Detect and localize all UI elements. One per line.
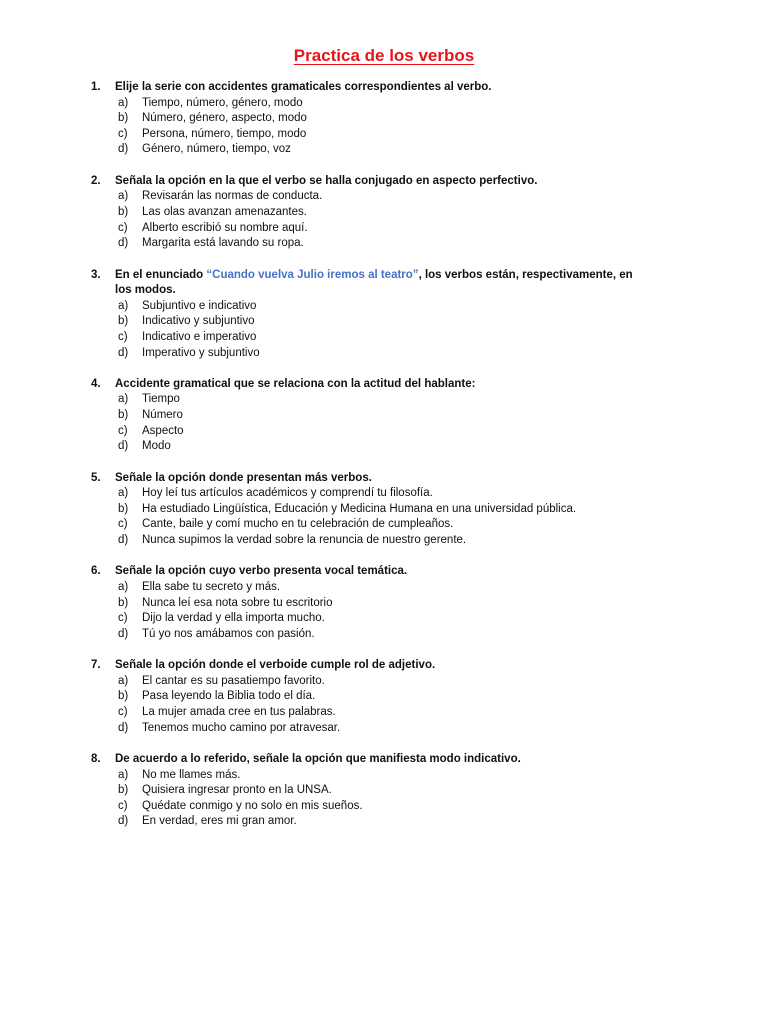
title-text: Practica de los verbos [293, 46, 475, 65]
option-letter: c) [118, 799, 128, 812]
option-letter: b) [118, 596, 129, 609]
option-text: No me llames más. [142, 768, 241, 781]
question-number: 8. [91, 752, 101, 765]
question-number: 7. [91, 659, 101, 672]
option-a [118, 189, 651, 205]
option-text: Tenemos mucho camino por atravesar. [142, 721, 341, 734]
option-letter: c) [118, 424, 128, 437]
question-text-end: , los verbos están, respectivamente, en los modos. [115, 268, 633, 297]
question-text: De acuerdo a lo referido, señale la opción que manifiesta modo indicativo. [115, 752, 521, 765]
quoted-sentence: “Cuando vuelva Julio iremos al teatro” [206, 268, 419, 281]
question-number: 3. [91, 268, 101, 281]
page-title [0, 46, 768, 66]
option-list [91, 299, 651, 361]
option-letter: c) [118, 127, 128, 140]
question-6 [91, 564, 651, 642]
option-list [91, 96, 651, 158]
question-number: 2. [91, 174, 101, 187]
question-text [115, 268, 651, 299]
option-letter: d) [118, 237, 129, 250]
option-letter: b) [118, 784, 129, 797]
option-letter: b) [118, 205, 129, 218]
option-text: La mujer amada cree en tus palabras. [142, 705, 336, 718]
option-b [118, 596, 651, 612]
option-a [118, 392, 651, 408]
option-text: Imperativo y subjuntivo [142, 346, 260, 359]
option-text: El cantar es su pasatiempo favorito. [142, 674, 325, 687]
option-a [118, 580, 651, 596]
option-c [118, 221, 651, 237]
question-list [91, 80, 651, 846]
option-text: Dijo la verdad y ella importa mucho. [142, 612, 325, 625]
option-letter: c) [118, 330, 128, 343]
option-letter: d) [118, 534, 129, 547]
option-text: Cante, baile y comí mucho en tu celebración de cumpleaños. [142, 518, 454, 531]
question-number: 6. [91, 565, 101, 578]
option-letter: c) [118, 518, 128, 531]
option-a [118, 96, 651, 112]
option-letter: a) [118, 190, 129, 203]
question-text: Señala la opción en la que el verbo se halla conjugado en aspecto perfectivo. [115, 174, 538, 187]
option-d [118, 721, 651, 737]
option-text: Indicativo e imperativo [142, 330, 257, 343]
option-text: Hoy leí tus artículos académicos y comprendí tu filosofía. [142, 487, 433, 500]
option-text: Ella sabe tu secreto y más. [142, 581, 281, 594]
option-text: Modo [142, 440, 171, 453]
option-a [118, 299, 651, 315]
option-text: Alberto escribió su nombre aquí. [142, 221, 308, 234]
option-letter: a) [118, 393, 129, 406]
option-text: Aspecto [142, 424, 184, 437]
question-number: 1. [91, 81, 101, 93]
question-2 [91, 174, 651, 252]
option-list [91, 580, 651, 642]
question-8 [91, 752, 651, 830]
option-letter: b) [118, 690, 129, 703]
option-d [118, 814, 651, 830]
option-letter: a) [118, 768, 129, 781]
question-1 [91, 80, 651, 158]
question-text: Señale la opción cuyo verbo presenta vocal temática. [115, 565, 408, 578]
option-letter: a) [118, 96, 129, 109]
option-b [118, 408, 651, 424]
option-list [91, 392, 651, 454]
option-d [118, 439, 651, 455]
option-d [118, 142, 651, 158]
option-c [118, 424, 651, 440]
option-text: Pasa leyendo la Biblia todo el día. [142, 690, 316, 703]
option-letter: b) [118, 502, 129, 515]
option-letter: d) [118, 721, 129, 734]
option-letter: c) [118, 705, 128, 718]
option-letter: d) [118, 346, 129, 359]
option-list [91, 486, 651, 548]
option-c [118, 330, 651, 346]
option-a [118, 486, 651, 502]
question-3 [91, 268, 651, 362]
option-text: Quédate conmigo y no solo en mis sueños. [142, 799, 363, 812]
option-a [118, 768, 651, 784]
question-number: 4. [91, 377, 101, 390]
option-b [118, 205, 651, 221]
option-text: Margarita está lavando su ropa. [142, 237, 304, 250]
option-letter: c) [118, 612, 128, 625]
question-7 [91, 658, 651, 736]
option-letter: b) [118, 112, 129, 125]
option-letter: a) [118, 581, 129, 594]
option-letter: a) [118, 487, 129, 500]
option-d [118, 236, 651, 252]
option-b [118, 111, 651, 127]
option-text: Tiempo, número, género, modo [142, 96, 303, 109]
option-text: Nunca supimos la verdad sobre la renuncia de nuestro gerente. [142, 534, 467, 547]
option-d [118, 533, 651, 549]
question-5 [91, 471, 651, 549]
question-4 [91, 377, 651, 455]
option-list [91, 189, 651, 251]
option-letter: a) [118, 299, 129, 312]
option-d [118, 627, 651, 643]
option-list [91, 674, 651, 736]
question-text: Elije la serie con accidentes gramaticales correspondientes al verbo. [115, 81, 492, 93]
option-letter: d) [118, 815, 129, 828]
option-text: Las olas avanzan amenazantes. [142, 205, 307, 218]
question-text: Señale la opción donde presentan más verbos. [115, 471, 372, 484]
option-text: Número [142, 409, 183, 422]
option-text: Revisarán las normas de conducta. [142, 190, 323, 203]
question-number: 5. [91, 471, 101, 484]
option-letter: c) [118, 221, 128, 234]
option-text: Indicativo y subjuntivo [142, 315, 255, 328]
option-list [91, 768, 651, 830]
option-c [118, 517, 651, 533]
question-text: Señale la opción donde el verboide cumple rol de adjetivo. [115, 659, 436, 672]
option-c [118, 799, 651, 815]
option-text: Nunca leí esa nota sobre tu escritorio [142, 596, 333, 609]
option-text: Persona, número, tiempo, modo [142, 127, 307, 140]
option-text: Tú yo nos amábamos con pasión. [142, 627, 315, 640]
option-letter: d) [118, 440, 129, 453]
option-a [118, 674, 651, 690]
option-c [118, 127, 651, 143]
option-letter: b) [118, 315, 129, 328]
option-c [118, 611, 651, 627]
option-b [118, 783, 651, 799]
option-text: Subjuntivo e indicativo [142, 299, 257, 312]
option-text: Número, género, aspecto, modo [142, 112, 307, 125]
option-b [118, 502, 651, 518]
option-letter: d) [118, 627, 129, 640]
option-text: Género, número, tiempo, voz [142, 143, 291, 156]
option-b [118, 314, 651, 330]
option-c [118, 705, 651, 721]
option-text: Tiempo [142, 393, 180, 406]
option-text: Quisiera ingresar pronto en la UNSA. [142, 784, 332, 797]
option-letter: a) [118, 674, 129, 687]
option-text: Ha estudiado Lingüística, Educación y Medicina Humana en una universidad pública. [142, 502, 577, 515]
option-d [118, 346, 651, 362]
option-b [118, 689, 651, 705]
question-text: Accidente gramatical que se relaciona con la actitud del hablante: [115, 377, 476, 390]
option-text: En verdad, eres mi gran amor. [142, 815, 297, 828]
option-letter: b) [118, 409, 129, 422]
question-text-start: En el enunciado [115, 268, 207, 281]
option-letter: d) [118, 143, 129, 156]
